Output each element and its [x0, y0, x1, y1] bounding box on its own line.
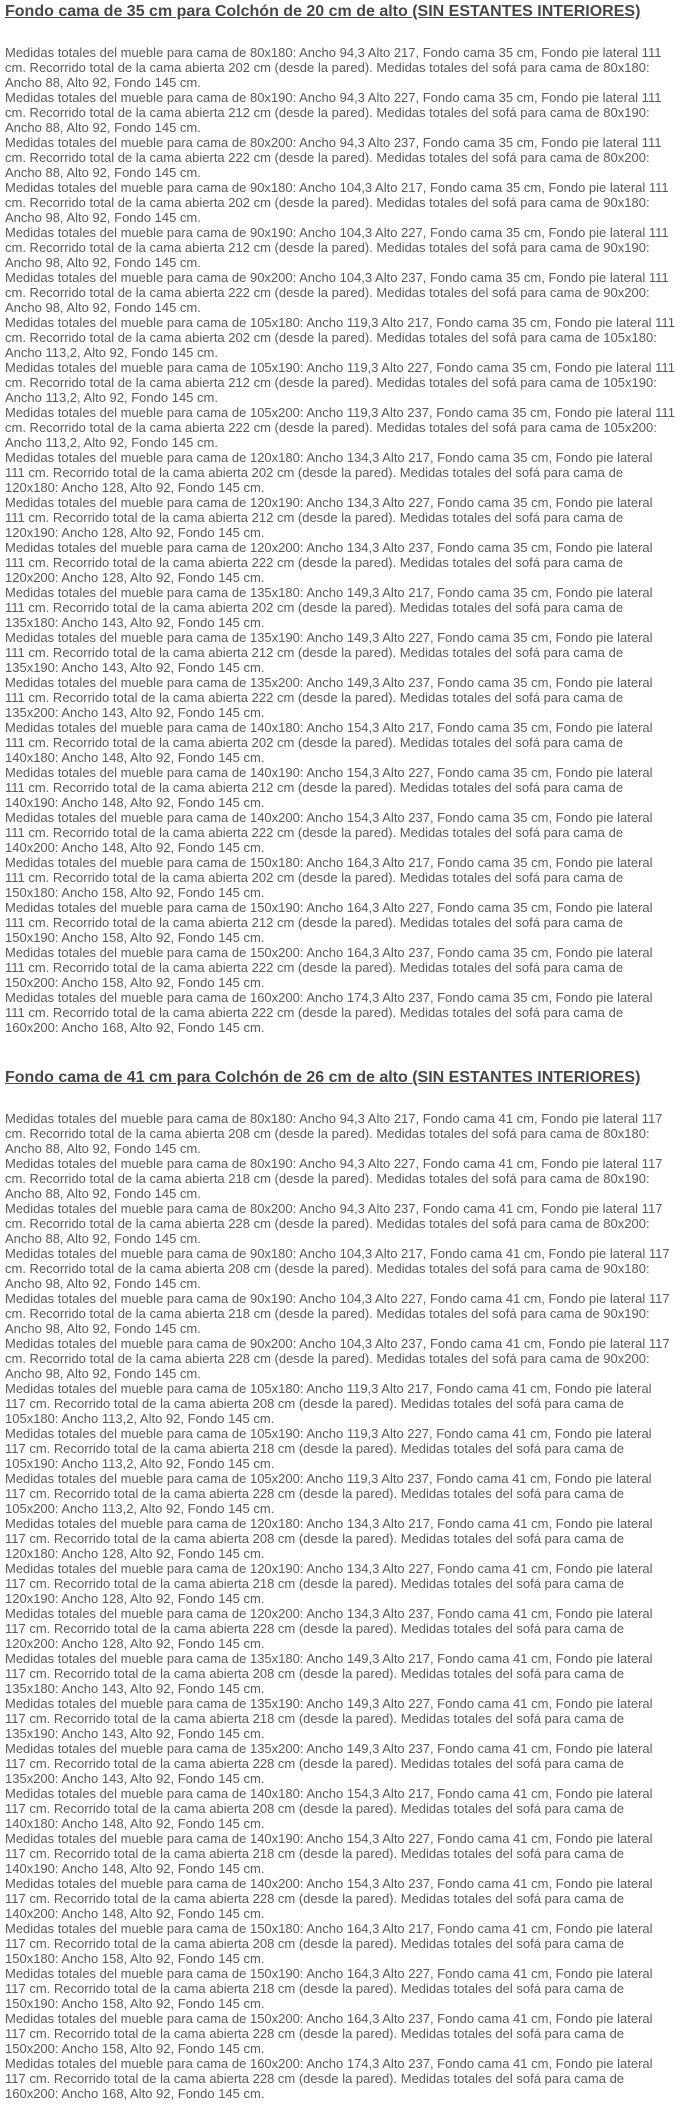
measurement-entry: Medidas totales del mueble para cama de 80x200: Ancho 94,3 Alto 237, Fondo cama 35 cm, Fondo pie lateral 111 cm. Recorrido total de la cama abierta 222 cm (desde la pared). Medidas totales del sofá para cama de 80x200: Ancho 88, Alto 92, Fondo 145 cm. [5, 135, 662, 180]
size-guide-section [5, 1068, 675, 2101]
measurement-entry: Medidas totales del mueble para cama de 140x190: Ancho 154,3 Alto 227, Fondo cama 35 cm, Fondo pie lateral 111 cm. Recorrido total de la cama abierta 212 cm (desde la pared). Medidas totales del sofá para cama de 140x190: Ancho 148, Alto 92, Fondo 145 cm. [5, 765, 653, 810]
measurement-entry: Medidas totales del mueble para cama de 150x200: Ancho 164,3 Alto 237, Fondo cama 41 cm, Fondo pie lateral 117 cm. Recorrido total de la cama abierta 228 cm (desde la pared). Medidas totales del sofá para cama de 150x200: Ancho 158, Alto 92, Fondo 145 cm. [5, 2011, 653, 2056]
section-heading: Fondo cama de 41 cm para Colchón de 26 cm de alto (SIN ESTANTES INTERIORES) [5, 1069, 641, 1086]
measurement-entry: Medidas totales del mueble para cama de 135x190: Ancho 149,3 Alto 227, Fondo cama 41 cm, Fondo pie lateral 117 cm. Recorrido total de la cama abierta 218 cm (desde la pared). Medidas totales del sofá para cama de 135x190: Ancho 143, Alto 92, Fondo 145 cm. [5, 1696, 653, 1741]
measurement-entry: Medidas totales del mueble para cama de 135x190: Ancho 149,3 Alto 227, Fondo cama 35 cm, Fondo pie lateral 111 cm. Recorrido total de la cama abierta 212 cm (desde la pared). Medidas totales del sofá para cama de 135x190: Ancho 143, Alto 92, Fondo 145 cm. [5, 630, 653, 675]
measurement-entry: Medidas totales del mueble para cama de 105x190: Ancho 119,3 Alto 227, Fondo cama 35 cm, Fondo pie lateral 111 cm. Recorrido total de la cama abierta 212 cm (desde la pared). Medidas totales del sofá para cama de 105x190: Ancho 113,2, Alto 92, Fondo 145 cm. [5, 360, 675, 405]
measurement-entry: Medidas totales del mueble para cama de 135x180: Ancho 149,3 Alto 217, Fondo cama 35 cm, Fondo pie lateral 111 cm. Recorrido total de la cama abierta 202 cm (desde la pared). Medidas totales del sofá para cama de 135x180: Ancho 143, Alto 92, Fondo 145 cm. [5, 585, 653, 630]
measurement-entry: Medidas totales del mueble para cama de 90x190: Ancho 104,3 Alto 227, Fondo cama 35 cm, Fondo pie lateral 111 cm. Recorrido total de la cama abierta 212 cm (desde la pared). Medidas totales del sofá para cama de 90x190: Ancho 98, Alto 92, Fondo 145 cm. [5, 225, 669, 270]
measurement-entry: Medidas totales del mueble para cama de 135x180: Ancho 149,3 Alto 217, Fondo cama 41 cm, Fondo pie lateral 117 cm. Recorrido total de la cama abierta 208 cm (desde la pared). Medidas totales del sofá para cama de 135x180: Ancho 143, Alto 92, Fondo 145 cm. [5, 1651, 653, 1696]
measurement-entry: Medidas totales del mueble para cama de 120x200: Ancho 134,3 Alto 237, Fondo cama 41 cm, Fondo pie lateral 117 cm. Recorrido total de la cama abierta 228 cm (desde la pared). Medidas totales del sofá para cama de 120x200: Ancho 128, Alto 92, Fondo 145 cm. [5, 1606, 653, 1651]
measurement-entry: Medidas totales del mueble para cama de 80x180: Ancho 94,3 Alto 217, Fondo cama 41 cm, Fondo pie lateral 117 cm. Recorrido total de la cama abierta 208 cm (desde la pared). Medidas totales del sofá para cama de 80x180: Ancho 88, Alto 92, Fondo 145 cm. [5, 1111, 663, 1156]
measurement-entry: Medidas totales del mueble para cama de 150x190: Ancho 164,3 Alto 227, Fondo cama 35 cm, Fondo pie lateral 111 cm. Recorrido total de la cama abierta 212 cm (desde la pared). Medidas totales del sofá para cama de 150x190: Ancho 158, Alto 92, Fondo 145 cm. [5, 900, 653, 945]
measurement-entry: Medidas totales del mueble para cama de 140x200: Ancho 154,3 Alto 237, Fondo cama 41 cm, Fondo pie lateral 117 cm. Recorrido total de la cama abierta 228 cm (desde la pared). Medidas totales del sofá para cama de 140x200: Ancho 148, Alto 92, Fondo 145 cm. [5, 1876, 653, 1921]
measurement-entry: Medidas totales del mueble para cama de 120x190: Ancho 134,3 Alto 227, Fondo cama 41 cm, Fondo pie lateral 117 cm. Recorrido total de la cama abierta 218 cm (desde la pared). Medidas totales del sofá para cama de 120x190: Ancho 128, Alto 92, Fondo 145 cm. [5, 1561, 653, 1606]
measurement-entry: Medidas totales del mueble para cama de 80x190: Ancho 94,3 Alto 227, Fondo cama 41 cm, Fondo pie lateral 117 cm. Recorrido total de la cama abierta 218 cm (desde la pared). Medidas totales del sofá para cama de 80x190: Ancho 88, Alto 92, Fondo 145 cm. [5, 1156, 663, 1201]
measurement-entry: Medidas totales del mueble para cama de 150x180: Ancho 164,3 Alto 217, Fondo cama 41 cm, Fondo pie lateral 117 cm. Recorrido total de la cama abierta 208 cm (desde la pared). Medidas totales del sofá para cama de 150x180: Ancho 158, Alto 92, Fondo 145 cm. [5, 1921, 653, 1966]
measurement-entry: Medidas totales del mueble para cama de 140x180: Ancho 154,3 Alto 217, Fondo cama 41 cm, Fondo pie lateral 117 cm. Recorrido total de la cama abierta 208 cm (desde la pared). Medidas totales del sofá para cama de 140x180: Ancho 148, Alto 92, Fondo 145 cm. [5, 1786, 653, 1831]
measurement-entry: Medidas totales del mueble para cama de 150x180: Ancho 164,3 Alto 217, Fondo cama 35 cm, Fondo pie lateral 111 cm. Recorrido total de la cama abierta 202 cm (desde la pared). Medidas totales del sofá para cama de 150x180: Ancho 158, Alto 92, Fondo 145 cm. [5, 855, 653, 900]
measurement-entry: Medidas totales del mueble para cama de 150x200: Ancho 164,3 Alto 237, Fondo cama 35 cm, Fondo pie lateral 111 cm. Recorrido total de la cama abierta 222 cm (desde la pared). Medidas totales del sofá para cama de 150x200: Ancho 158, Alto 92, Fondo 145 cm. [5, 945, 653, 990]
sections-container [5, 2, 675, 2101]
size-guide-section [5, 2, 675, 1035]
measurement-entry: Medidas totales del mueble para cama de 105x200: Ancho 119,3 Alto 237, Fondo cama 35 cm, Fondo pie lateral 111 cm. Recorrido total de la cama abierta 222 cm (desde la pared). Medidas totales del sofá para cama de 105x200: Ancho 113,2, Alto 92, Fondo 145 cm. [5, 405, 675, 450]
measurement-entry: Medidas totales del mueble para cama de 120x180: Ancho 134,3 Alto 217, Fondo cama 35 cm, Fondo pie lateral 111 cm. Recorrido total de la cama abierta 202 cm (desde la pared). Medidas totales del sofá para cama de 120x180: Ancho 128, Alto 92, Fondo 145 cm. [5, 450, 653, 495]
measurement-entry: Medidas totales del mueble para cama de 90x190: Ancho 104,3 Alto 227, Fondo cama 41 cm, Fondo pie lateral 117 cm. Recorrido total de la cama abierta 218 cm (desde la pared). Medidas totales del sofá para cama de 90x190: Ancho 98, Alto 92, Fondo 145 cm. [5, 1291, 670, 1336]
measurement-entry: Medidas totales del mueble para cama de 105x190: Ancho 119,3 Alto 227, Fondo cama 41 cm, Fondo pie lateral 117 cm. Recorrido total de la cama abierta 218 cm (desde la pared). Medidas totales del sofá para cama de 105x190: Ancho 113,2, Alto 92, Fondo 145 cm. [5, 1426, 652, 1471]
measurement-entry: Medidas totales del mueble para cama de 140x200: Ancho 154,3 Alto 237, Fondo cama 35 cm, Fondo pie lateral 111 cm. Recorrido total de la cama abierta 222 cm (desde la pared). Medidas totales del sofá para cama de 140x200: Ancho 148, Alto 92, Fondo 145 cm. [5, 810, 653, 855]
measurement-entry: Medidas totales del mueble para cama de 90x180: Ancho 104,3 Alto 217, Fondo cama 35 cm, Fondo pie lateral 111 cm. Recorrido total de la cama abierta 202 cm (desde la pared). Medidas totales del sofá para cama de 90x180: Ancho 98, Alto 92, Fondo 145 cm. [5, 180, 669, 225]
measurement-entry: Medidas totales del mueble para cama de 150x190: Ancho 164,3 Alto 227, Fondo cama 41 cm, Fondo pie lateral 117 cm. Recorrido total de la cama abierta 218 cm (desde la pared). Medidas totales del sofá para cama de 150x190: Ancho 158, Alto 92, Fondo 145 cm. [5, 1966, 653, 2011]
measurement-entry: Medidas totales del mueble para cama de 135x200: Ancho 149,3 Alto 237, Fondo cama 41 cm, Fondo pie lateral 117 cm. Recorrido total de la cama abierta 228 cm (desde la pared). Medidas totales del sofá para cama de 135x200: Ancho 143, Alto 92, Fondo 145 cm. [5, 1741, 653, 1786]
measurement-entry: Medidas totales del mueble para cama de 140x190: Ancho 154,3 Alto 227, Fondo cama 41 cm, Fondo pie lateral 117 cm. Recorrido total de la cama abierta 218 cm (desde la pared). Medidas totales del sofá para cama de 140x190: Ancho 148, Alto 92, Fondo 145 cm. [5, 1831, 653, 1876]
measurement-entry: Medidas totales del mueble para cama de 80x190: Ancho 94,3 Alto 227, Fondo cama 35 cm, Fondo pie lateral 111 cm. Recorrido total de la cama abierta 212 cm (desde la pared). Medidas totales del sofá para cama de 80x190: Ancho 88, Alto 92, Fondo 145 cm. [5, 90, 662, 135]
measurement-entry: Medidas totales del mueble para cama de 120x200: Ancho 134,3 Alto 237, Fondo cama 35 cm, Fondo pie lateral 111 cm. Recorrido total de la cama abierta 222 cm (desde la pared). Medidas totales del sofá para cama de 120x200: Ancho 128, Alto 92, Fondo 145 cm. [5, 540, 653, 585]
measurement-entry: Medidas totales del mueble para cama de 120x180: Ancho 134,3 Alto 217, Fondo cama 41 cm, Fondo pie lateral 117 cm. Recorrido total de la cama abierta 208 cm (desde la pared). Medidas totales del sofá para cama de 120x180: Ancho 128, Alto 92, Fondo 145 cm. [5, 1516, 653, 1561]
measurement-entry: Medidas totales del mueble para cama de 90x200: Ancho 104,3 Alto 237, Fondo cama 41 cm, Fondo pie lateral 117 cm. Recorrido total de la cama abierta 228 cm (desde la pared). Medidas totales del sofá para cama de 90x200: Ancho 98, Alto 92, Fondo 145 cm. [5, 1336, 670, 1381]
measurement-entry: Medidas totales del mueble para cama de 90x180: Ancho 104,3 Alto 217, Fondo cama 41 cm, Fondo pie lateral 117 cm. Recorrido total de la cama abierta 208 cm (desde la pared). Medidas totales del sofá para cama de 90x180: Ancho 98, Alto 92, Fondo 145 cm. [5, 1246, 670, 1291]
measurement-entry: Medidas totales del mueble para cama de 120x190: Ancho 134,3 Alto 227, Fondo cama 35 cm, Fondo pie lateral 111 cm. Recorrido total de la cama abierta 212 cm (desde la pared). Medidas totales del sofá para cama de 120x190: Ancho 128, Alto 92, Fondo 145 cm. [5, 495, 653, 540]
measurement-entry: Medidas totales del mueble para cama de 140x180: Ancho 154,3 Alto 217, Fondo cama 35 cm, Fondo pie lateral 111 cm. Recorrido total de la cama abierta 202 cm (desde la pared). Medidas totales del sofá para cama de 140x180: Ancho 148, Alto 92, Fondo 145 cm. [5, 720, 653, 765]
measurement-entry: Medidas totales del mueble para cama de 90x200: Ancho 104,3 Alto 237, Fondo cama 35 cm, Fondo pie lateral 111 cm. Recorrido total de la cama abierta 222 cm (desde la pared). Medidas totales del sofá para cama de 90x200: Ancho 98, Alto 92, Fondo 145 cm. [5, 270, 669, 315]
measurement-entries [5, 1111, 675, 2101]
measurement-entries [5, 45, 675, 1035]
measurement-entry: Medidas totales del mueble para cama de 105x200: Ancho 119,3 Alto 237, Fondo cama 41 cm, Fondo pie lateral 117 cm. Recorrido total de la cama abierta 228 cm (desde la pared). Medidas totales del sofá para cama de 105x200: Ancho 113,2, Alto 92, Fondo 145 cm. [5, 1471, 652, 1516]
measurement-entry: Medidas totales del mueble para cama de 160x200: Ancho 174,3 Alto 237, Fondo cama 41 cm, Fondo pie lateral 117 cm. Recorrido total de la cama abierta 228 cm (desde la pared). Medidas totales del sofá para cama de 160x200: Ancho 168, Alto 92, Fondo 145 cm. [5, 2056, 653, 2101]
measurement-entry: Medidas totales del mueble para cama de 135x200: Ancho 149,3 Alto 237, Fondo cama 35 cm, Fondo pie lateral 111 cm. Recorrido total de la cama abierta 222 cm (desde la pared). Medidas totales del sofá para cama de 135x200: Ancho 143, Alto 92, Fondo 145 cm. [5, 675, 653, 720]
measurement-entry: Medidas totales del mueble para cama de 80x200: Ancho 94,3 Alto 237, Fondo cama 41 cm, Fondo pie lateral 117 cm. Recorrido total de la cama abierta 228 cm (desde la pared). Medidas totales del sofá para cama de 80x200: Ancho 88, Alto 92, Fondo 145 cm. [5, 1201, 663, 1246]
measurement-entry: Medidas totales del mueble para cama de 160x200: Ancho 174,3 Alto 237, Fondo cama 35 cm, Fondo pie lateral 111 cm. Recorrido total de la cama abierta 222 cm (desde la pared). Medidas totales del sofá para cama de 160x200: Ancho 168, Alto 92, Fondo 145 cm. [5, 990, 653, 1035]
measurement-entry: Medidas totales del mueble para cama de 80x180: Ancho 94,3 Alto 217, Fondo cama 35 cm, Fondo pie lateral 111 cm. Recorrido total de la cama abierta 202 cm (desde la pared). Medidas totales del sofá para cama de 80x180: Ancho 88, Alto 92, Fondo 145 cm. [5, 45, 662, 90]
measurement-entry: Medidas totales del mueble para cama de 105x180: Ancho 119,3 Alto 217, Fondo cama 35 cm, Fondo pie lateral 111 cm. Recorrido total de la cama abierta 202 cm (desde la pared). Medidas totales del sofá para cama de 105x180: Ancho 113,2, Alto 92, Fondo 145 cm. [5, 315, 675, 360]
measurement-entry: Medidas totales del mueble para cama de 105x180: Ancho 119,3 Alto 217, Fondo cama 41 cm, Fondo pie lateral 117 cm. Recorrido total de la cama abierta 208 cm (desde la pared). Medidas totales del sofá para cama de 105x180: Ancho 113,2, Alto 92, Fondo 145 cm. [5, 1381, 652, 1426]
section-heading: Fondo cama de 35 cm para Colchón de 20 cm de alto (SIN ESTANTES INTERIORES) [5, 3, 641, 20]
